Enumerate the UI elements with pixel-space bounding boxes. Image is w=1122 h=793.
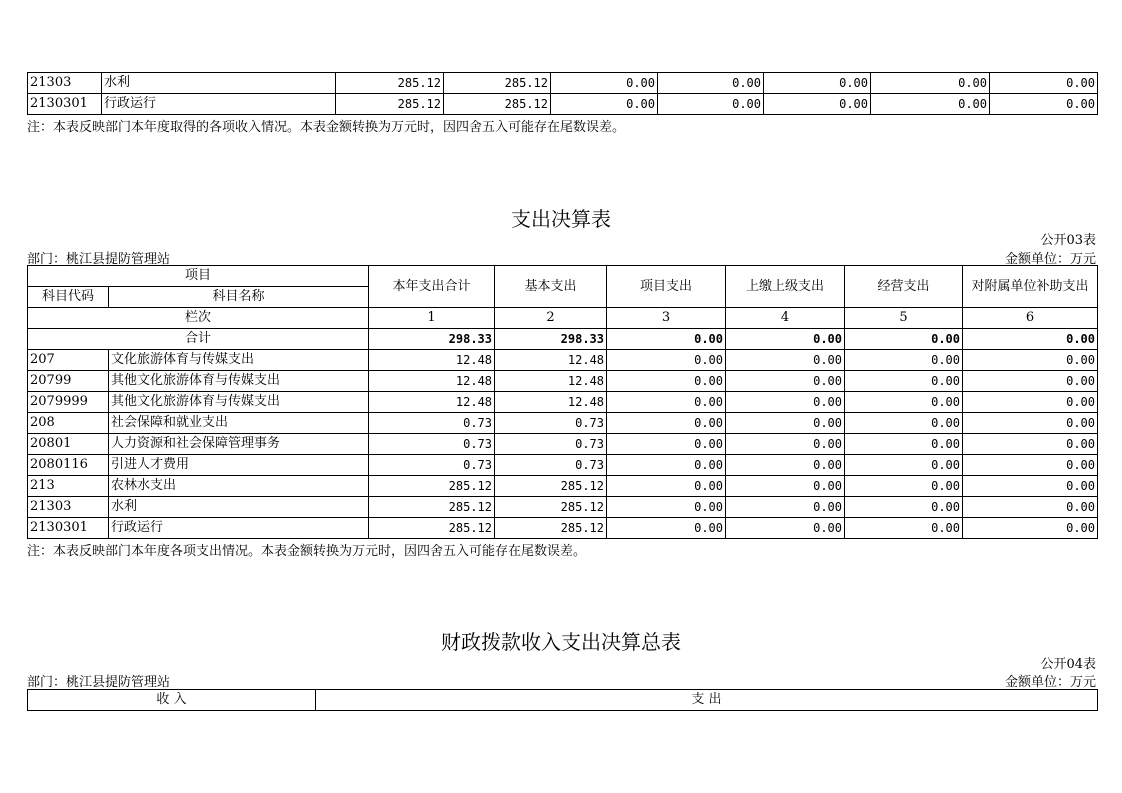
row-code: 213: [28, 476, 109, 497]
row-value: 0.00: [607, 413, 726, 434]
table-row: [28, 350, 1098, 371]
total-value: 0.00: [845, 329, 963, 350]
row-code: 21303: [28, 497, 109, 518]
row-name: 其他文化旅游体育与传媒支出: [109, 392, 369, 413]
row-value: 0.00: [658, 94, 764, 115]
table-row: [28, 518, 1098, 539]
expense-table-number: 公开03表: [1040, 233, 1096, 248]
row-value: 0.00: [607, 476, 726, 497]
row-name: 引进人才费用: [109, 455, 369, 476]
row-value: 0.00: [607, 497, 726, 518]
row-value: 0.00: [963, 497, 1098, 518]
row-value: 0.00: [963, 371, 1098, 392]
seq-num: 5: [845, 308, 963, 329]
row-value: 0.00: [658, 73, 764, 94]
seq-num: 4: [726, 308, 845, 329]
row-value: 0.00: [726, 518, 845, 539]
seq-num: 1: [369, 308, 495, 329]
row-value: 0.00: [607, 455, 726, 476]
table-row: [28, 371, 1098, 392]
row-value: 0.00: [551, 94, 658, 115]
header-col-5: 经营支出: [845, 266, 963, 308]
row-name: 社会保障和就业支出: [109, 413, 369, 434]
row-code: 20799: [28, 371, 109, 392]
row-name: 水利: [102, 73, 336, 94]
row-value: 0.00: [990, 73, 1098, 94]
row-value: 285.12: [495, 476, 607, 497]
expense-header: 支 出: [316, 690, 1098, 711]
table-row: [28, 392, 1098, 413]
table-row: [28, 476, 1098, 497]
row-value: 0.00: [764, 94, 871, 115]
row-code: 208: [28, 413, 109, 434]
row-value: 0.00: [726, 371, 845, 392]
table-row: [28, 434, 1098, 455]
expense-table: [27, 265, 1098, 539]
row-value: 285.12: [495, 497, 607, 518]
row-value: 0.00: [845, 392, 963, 413]
row-value: 285.12: [336, 73, 444, 94]
row-value: 0.00: [963, 476, 1098, 497]
header-col-4: 上缴上级支出: [726, 266, 845, 308]
table-row: [28, 455, 1098, 476]
row-value: 0.00: [607, 434, 726, 455]
row-code: 21303: [28, 73, 102, 94]
row-value: 285.12: [369, 476, 495, 497]
row-value: 0.00: [551, 73, 658, 94]
header-col-3: 项目支出: [607, 266, 726, 308]
row-value: 285.12: [336, 94, 444, 115]
row-value: 0.00: [845, 518, 963, 539]
row-value: 0.00: [963, 518, 1098, 539]
row-value: 0.00: [726, 350, 845, 371]
row-value: 0.73: [495, 434, 607, 455]
row-value: 0.73: [495, 413, 607, 434]
income-table-continuation: [27, 72, 1098, 115]
total-label: 合计: [28, 329, 369, 350]
row-value: 12.48: [369, 371, 495, 392]
header-col-2: 基本支出: [495, 266, 607, 308]
row-value: 0.00: [845, 350, 963, 371]
total-value: 0.00: [607, 329, 726, 350]
row-value: 0.00: [963, 350, 1098, 371]
row-value: 0.00: [963, 434, 1098, 455]
row-value: 12.48: [495, 350, 607, 371]
income-table-note: 注：本表反映部门本年度取得的各项收入情况。本表金额转换为万元时，因四舍五入可能存在尾数误差。: [27, 120, 626, 135]
row-value: 0.00: [871, 73, 990, 94]
row-value: 0.00: [726, 434, 845, 455]
expense-department: 部门：桃江县提防管理站: [27, 252, 171, 267]
row-value: 0.00: [607, 350, 726, 371]
row-name: 其他文化旅游体育与传媒支出: [109, 371, 369, 392]
row-code: 2080116: [28, 455, 109, 476]
row-value: 0.00: [607, 371, 726, 392]
row-value: 0.00: [845, 455, 963, 476]
row-value: 12.48: [369, 392, 495, 413]
row-value: 0.73: [369, 434, 495, 455]
row-value: 0.00: [845, 497, 963, 518]
row-code: 2130301: [28, 94, 102, 115]
header-code: 科目代码: [28, 287, 109, 308]
row-value: 0.00: [845, 476, 963, 497]
row-value: 285.12: [369, 518, 495, 539]
row-value: 12.48: [495, 392, 607, 413]
row-name: 行政运行: [102, 94, 336, 115]
header-col-6: 对附属单位补助支出: [963, 266, 1098, 308]
header-col-1: 本年支出合计: [369, 266, 495, 308]
row-value: 0.00: [726, 455, 845, 476]
expense-title: 支出决算表: [511, 207, 611, 231]
table-row: [28, 413, 1098, 434]
fiscal-title: 财政拨款收入支出决算总表: [441, 630, 681, 654]
total-value: 298.33: [369, 329, 495, 350]
total-value: 0.00: [963, 329, 1098, 350]
fiscal-department: 部门：桃江县提防管理站: [27, 675, 171, 690]
table-row: [28, 497, 1098, 518]
row-name: 农林水支出: [109, 476, 369, 497]
row-value: 0.00: [963, 413, 1098, 434]
row-value: 285.12: [444, 73, 551, 94]
row-value: 0.00: [990, 94, 1098, 115]
expense-table-note: 注：本表反映部门本年度各项支出情况。本表金额转换为万元时，因四舍五入可能存在尾数误差。: [27, 544, 587, 559]
row-value: 0.00: [845, 434, 963, 455]
row-value: 0.73: [369, 455, 495, 476]
row-name: 人力资源和社会保障管理事务: [109, 434, 369, 455]
seq-num: 2: [495, 308, 607, 329]
seq-num: 3: [607, 308, 726, 329]
header-name: 科目名称: [109, 287, 369, 308]
row-value: 0.00: [764, 73, 871, 94]
row-value: 0.00: [963, 392, 1098, 413]
table-row: [28, 73, 1098, 94]
seq-label: 栏次: [28, 308, 369, 329]
fiscal-unit: 金额单位：万元: [1004, 675, 1096, 690]
row-value: 0.00: [726, 476, 845, 497]
row-value: 0.00: [845, 371, 963, 392]
row-value: 0.73: [369, 413, 495, 434]
row-value: 0.00: [607, 392, 726, 413]
expense-unit: 金额单位：万元: [1004, 252, 1096, 267]
total-value: 298.33: [495, 329, 607, 350]
row-value: 0.00: [726, 413, 845, 434]
row-value: 12.48: [369, 350, 495, 371]
row-value: 285.12: [495, 518, 607, 539]
row-value: 285.12: [444, 94, 551, 115]
row-name: 文化旅游体育与传媒支出: [109, 350, 369, 371]
row-code: 207: [28, 350, 109, 371]
row-value: 0.00: [845, 413, 963, 434]
row-code: 2079999: [28, 392, 109, 413]
fiscal-table-number: 公开04表: [1040, 657, 1096, 672]
row-value: 0.00: [726, 392, 845, 413]
income-header: 收 入: [28, 690, 316, 711]
table-row: [28, 94, 1098, 115]
row-name: 行政运行: [109, 518, 369, 539]
row-name: 水利: [109, 497, 369, 518]
row-value: 12.48: [495, 371, 607, 392]
header-item: 项目: [28, 266, 369, 287]
fiscal-table: [27, 689, 1098, 711]
total-value: 0.00: [726, 329, 845, 350]
row-value: 0.00: [607, 518, 726, 539]
seq-num: 6: [963, 308, 1098, 329]
row-value: 0.00: [963, 455, 1098, 476]
row-value: 0.00: [726, 497, 845, 518]
row-code: 20801: [28, 434, 109, 455]
row-value: 0.00: [871, 94, 990, 115]
row-code: 2130301: [28, 518, 109, 539]
row-value: 0.73: [495, 455, 607, 476]
row-value: 285.12: [369, 497, 495, 518]
